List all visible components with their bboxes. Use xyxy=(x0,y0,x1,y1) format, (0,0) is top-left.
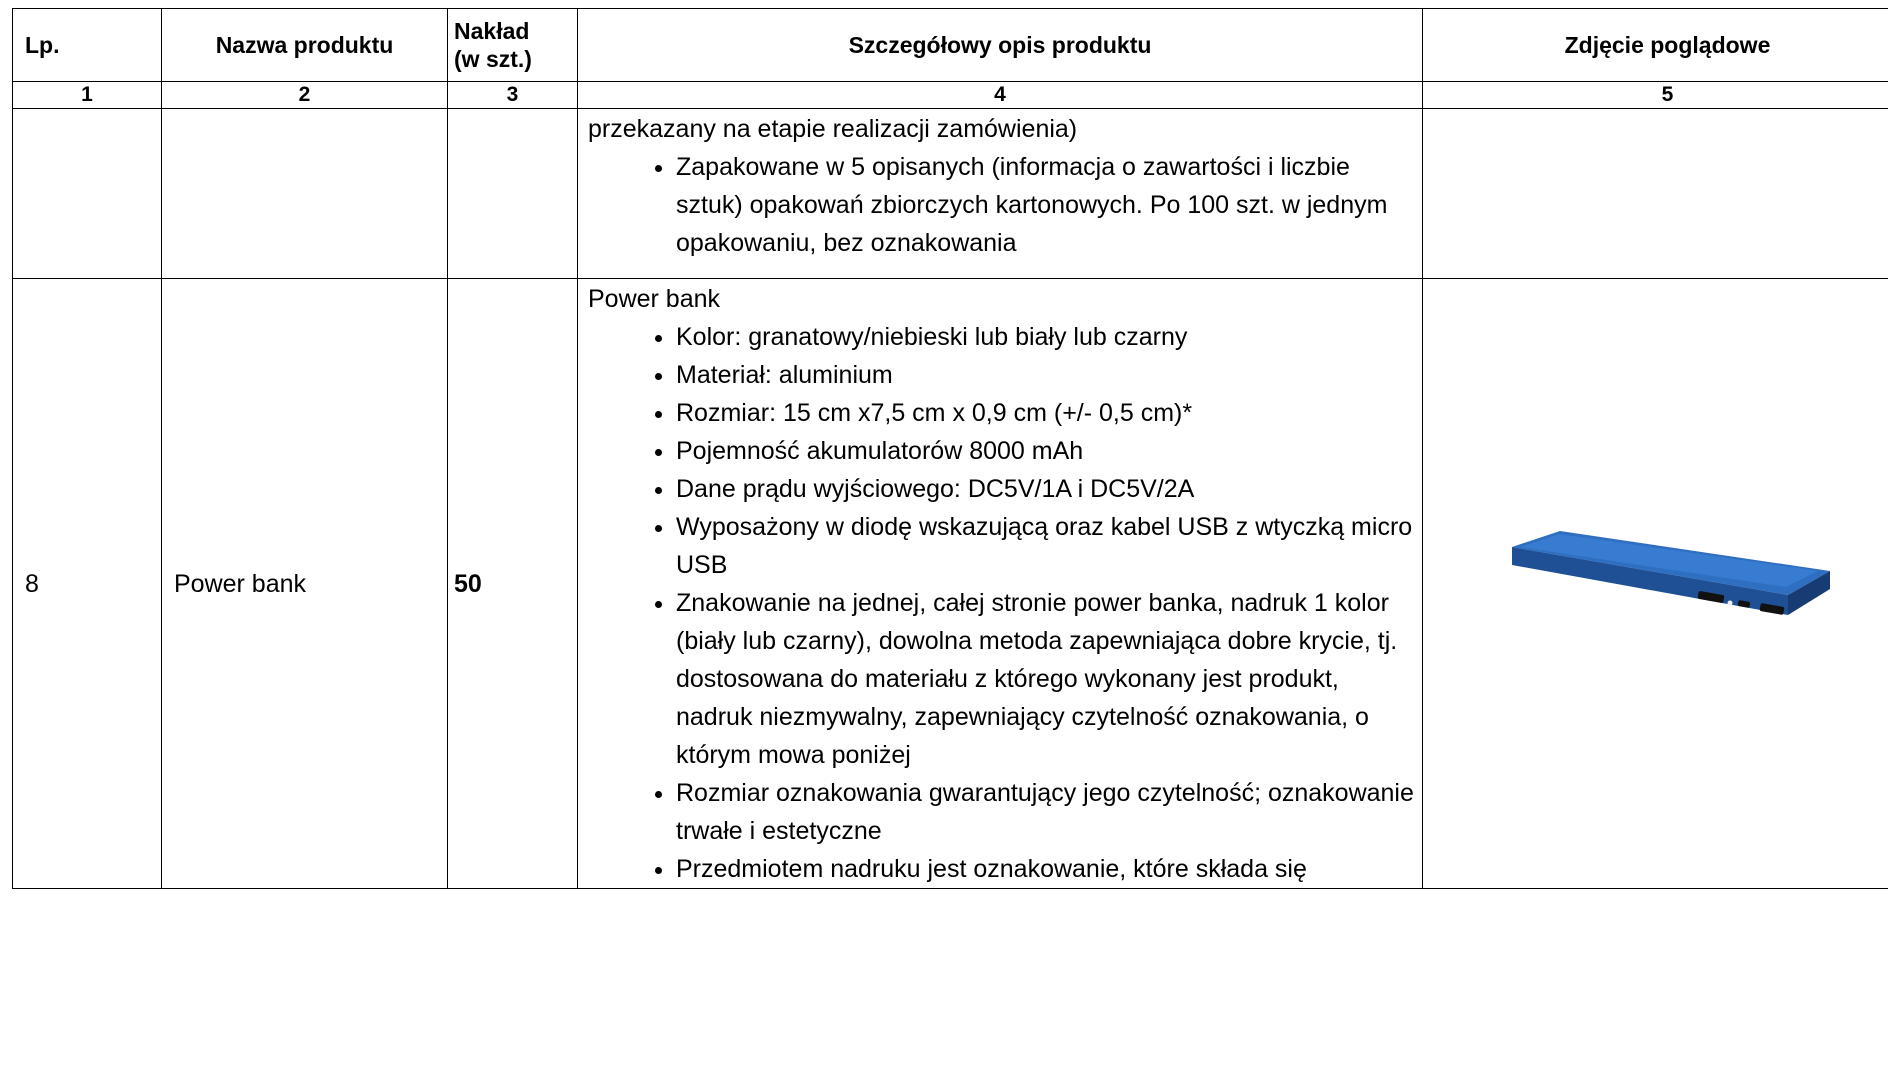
cell-description xyxy=(578,279,1423,889)
continued-row xyxy=(13,109,1888,279)
column-number: 1 xyxy=(13,82,162,109)
cell-photo-empty xyxy=(1423,109,1888,279)
cell-photo xyxy=(1423,279,1888,889)
bullet-item: • Rozmiar oznakowania gwarantujący jego czytelność; oznakowanie trwałe i estetyczne xyxy=(676,774,1414,850)
header-quantity xyxy=(448,9,578,82)
header-description: Szczegółowy opis produktu xyxy=(578,9,1423,82)
cell-lp: 8 xyxy=(13,279,162,889)
cell-name-empty xyxy=(162,109,448,279)
description-bullets xyxy=(588,318,1414,888)
column-number-row xyxy=(13,82,1888,109)
bullet-item: • Przedmiotem nadruku jest oznakowanie, które składa się xyxy=(676,850,1414,888)
bullet-item: • Pojemność akumulatorów 8000 mAh xyxy=(676,432,1414,470)
description-title: Power bank xyxy=(588,285,721,313)
header-name: Nazwa produktu xyxy=(162,9,448,82)
cell-lp-empty xyxy=(13,109,162,279)
product-table xyxy=(12,8,1888,889)
header-quantity-line2: (w szt.) xyxy=(454,46,532,72)
cell-quantity: 50 xyxy=(448,279,578,889)
bullet-item: • Dane prądu wyjściowego: DC5V/1A i DC5V/2A xyxy=(676,470,1414,508)
column-number: 2 xyxy=(162,82,448,109)
cell-name: Power bank xyxy=(162,279,448,889)
column-number: 5 xyxy=(1423,82,1888,109)
table-row-8 xyxy=(13,279,1888,889)
description-bullets xyxy=(588,148,1414,262)
column-number: 3 xyxy=(448,82,578,109)
header-quantity-line1: Nakład xyxy=(454,18,530,44)
header-lp: Lp. xyxy=(13,9,162,82)
bullet-item: • Zapakowane w 5 opisanych (informacja o zawartości i liczbie sztuk) opakowań zbiorczych kartonowych. Po 100 szt. w jednym opakowaniu, bez oznakowania xyxy=(676,148,1414,262)
power-bank-image xyxy=(1498,519,1838,649)
column-number: 4 xyxy=(578,82,1423,109)
header-row xyxy=(13,9,1888,82)
bullet-item: • Rozmiar: 15 cm x7,5 cm x 0,9 cm (+/- 0,5 cm)* xyxy=(676,394,1414,432)
header-photo: Zdjęcie poglądowe xyxy=(1423,9,1888,82)
bullet-item: • Wyposażony w diodę wskazującą oraz kabel USB z wtyczką micro USB xyxy=(676,508,1414,584)
bullet-item: • Znakowanie na jednej, całej stronie power banka, nadruk 1 kolor (biały lub czarny), dowolna metoda zapewniająca dobre krycie, tj. dostosowana do materiału z którego wykonany jest produkt, nadruk niezmywalny, zapewniający czytelność oznakowania, o którym mowa poniżej xyxy=(676,584,1414,774)
bullet-item: • Kolor: granatowy/niebieski lub biały lub czarny xyxy=(676,318,1414,356)
cell-quantity-empty xyxy=(448,109,578,279)
bullet-item: • Materiał: aluminium xyxy=(676,356,1414,394)
cell-description xyxy=(578,109,1423,279)
description-text: przekazany na etapie realizacji zamówienia) xyxy=(588,115,1078,143)
